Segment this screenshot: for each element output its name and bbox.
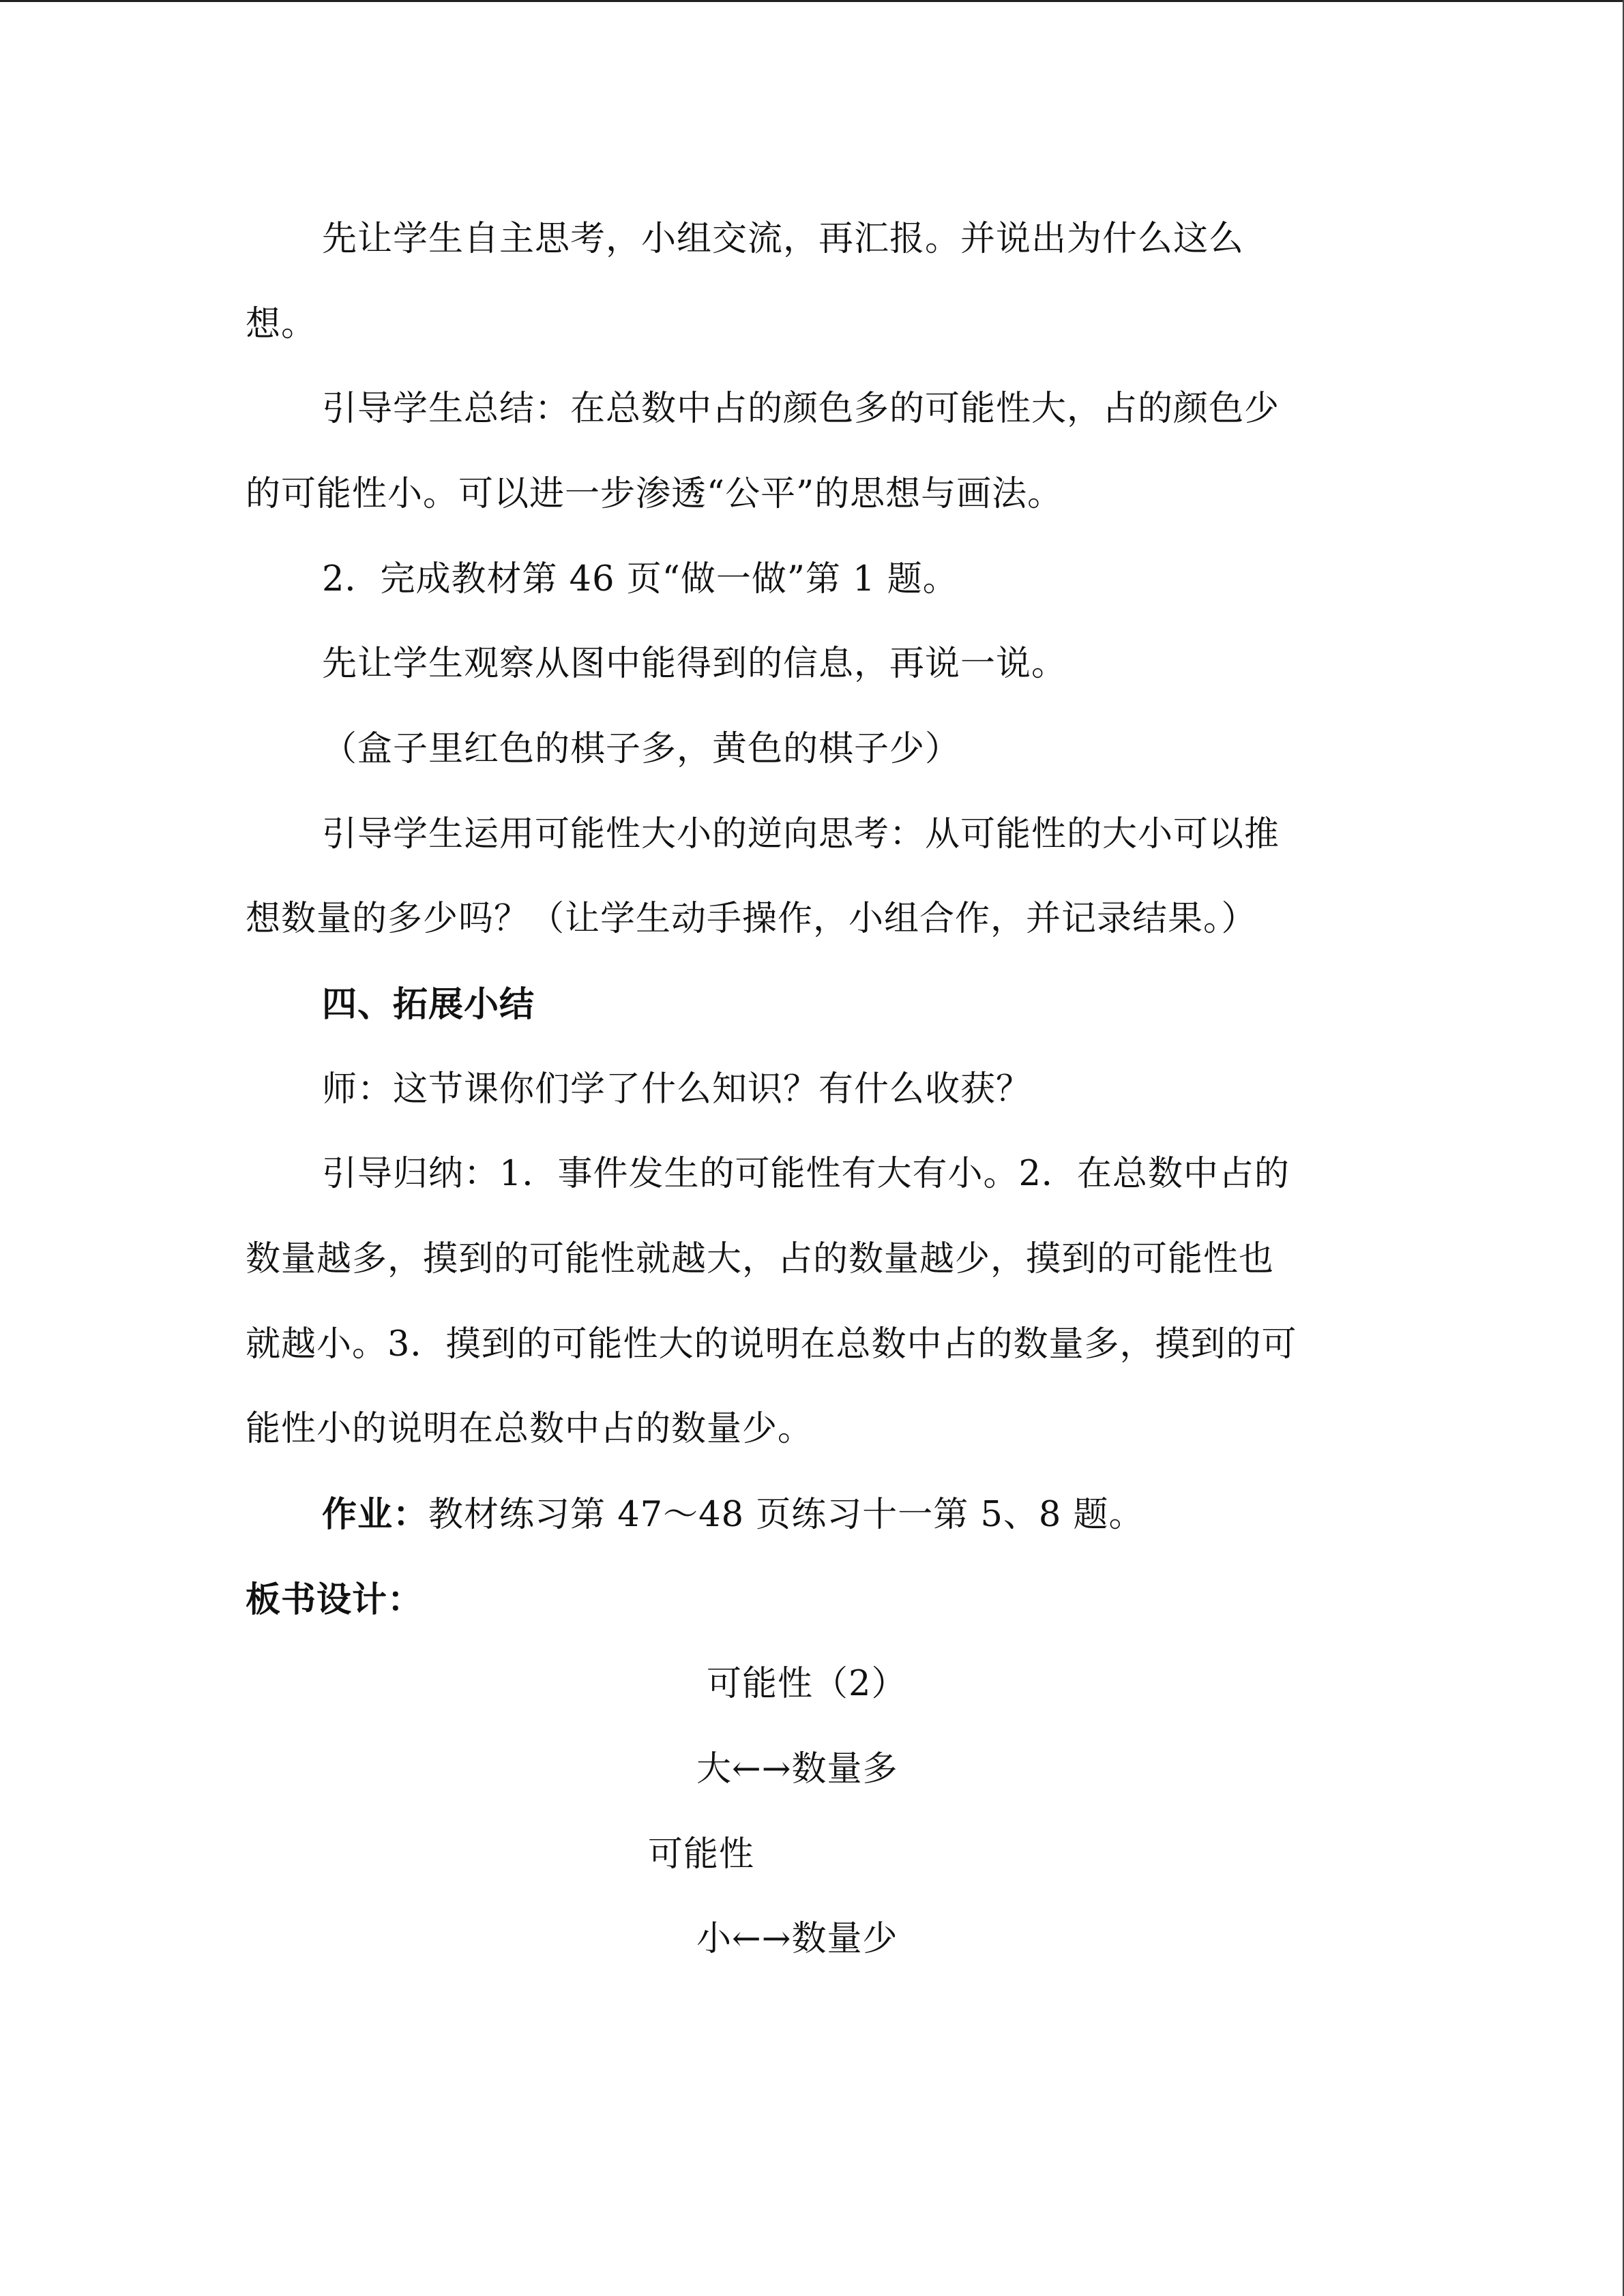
board-middle-label: 可能性 — [648, 1834, 755, 1875]
homework-text: 教材练习第 47～48 页练习十一第 5、8 题。 — [428, 1495, 1145, 1535]
paragraph-line-2: 想。 — [246, 304, 317, 344]
paragraph-line-9: 想数量的多少吗？（让学生动手操作，小组合作，并记录结果。） — [246, 899, 1257, 939]
board-upper-relation: 大←→数量多 — [696, 1749, 898, 1789]
board-lower-relation: 小←→数量少 — [696, 1919, 898, 1959]
summary-line-2: 数量越多，摸到的可能性就越大，占的数量越少，摸到的可能性也 — [246, 1239, 1275, 1279]
summary-line-3: 就越小。3．摸到的可能性大的说明在总数中占的数量多，摸到的可 — [246, 1324, 1297, 1365]
teacher-question: 师：这节课你们学了什么知识？有什么收获？ — [322, 1069, 1032, 1109]
homework-line — [322, 1493, 1145, 1536]
homework-label: 作业： — [322, 1494, 429, 1535]
summary-line-4: 能性小的说明在总数中占的数量少。 — [246, 1409, 814, 1449]
paragraph-line-4: 的可能性小。可以进一步渗透“公平”的思想与画法。 — [246, 474, 1063, 514]
paragraph-line-7: （盒子里红色的棋子多，黄色的棋子少） — [322, 729, 961, 769]
paragraph-line-5: 2．完成教材第 46 页“做一做”第 1 题。 — [322, 559, 958, 599]
board-title: 可能性（2） — [707, 1664, 907, 1704]
paragraph-line-8: 引导学生运用可能性大小的逆向思考：从可能性的大小可以推 — [322, 814, 1280, 854]
section-heading: 四、拓展小结 — [322, 984, 535, 1025]
paragraph-line-6: 先让学生观察从图中能得到的信息，再说一说。 — [322, 644, 1067, 684]
summary-line-1: 引导归纳：1．事件发生的可能性有大有小。2．在总数中占的 — [322, 1154, 1290, 1194]
board-design-label: 板书设计： — [246, 1579, 424, 1620]
paragraph-line-1: 先让学生自主思考，小组交流，再汇报。并说出为什么这么 — [322, 219, 1245, 259]
paragraph-line-3: 引导学生总结：在总数中占的颜色多的可能性大，占的颜色少 — [322, 389, 1280, 429]
